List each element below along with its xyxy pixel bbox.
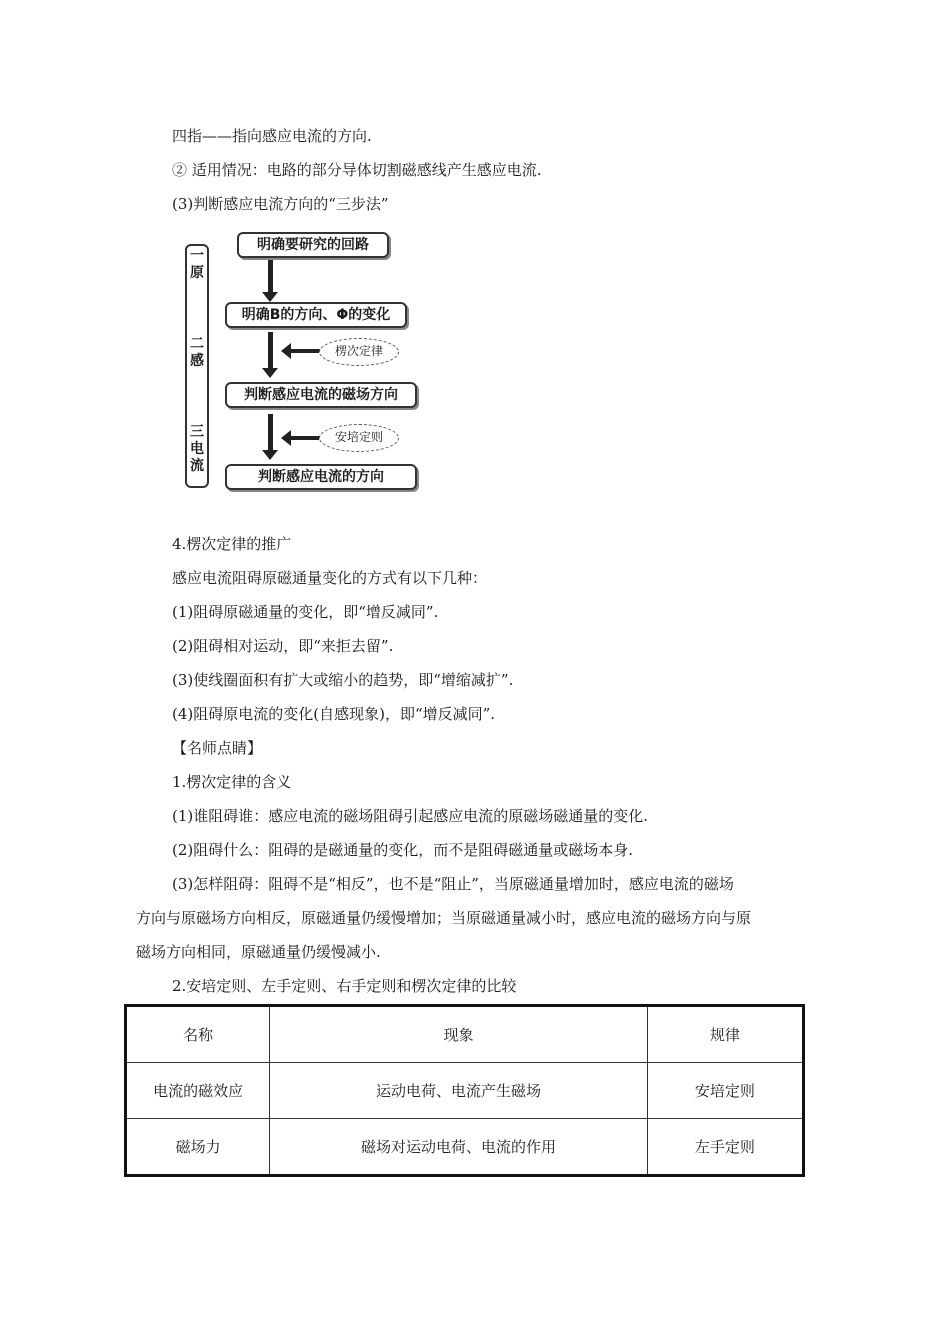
table-header-row: [126, 1006, 804, 1063]
oval-lenz-law: 楞次定律: [319, 338, 399, 366]
table-cell: 磁场力: [126, 1119, 270, 1176]
arrow-left-icon: [281, 346, 321, 356]
side-label-second: 二感: [190, 336, 204, 369]
table-cell: 磁场对运动电荷、电流的作用: [270, 1119, 647, 1176]
table-cell: 电流的磁效应: [126, 1063, 270, 1119]
arrow-down-icon: [265, 332, 275, 378]
arrow-down-icon: [265, 414, 275, 460]
comparison-table: [124, 1004, 805, 1177]
paragraph: (2)阻碍相对运动，即“来拒去留”.: [172, 637, 394, 655]
paragraph: 方向与原磁场方向相反，原磁通量仍缓慢增加；当原磁通量减小时，感应电流的磁场方向与原: [136, 909, 752, 927]
table-cell: 左手定则: [647, 1119, 803, 1176]
table-header-cell: 现象: [270, 1006, 647, 1063]
arrow-down-icon: [265, 260, 275, 302]
paragraph: 感应电流阻碍原磁通量变化的方式有以下几种：: [172, 569, 488, 587]
paragraph: (1)谁阻碍谁：感应电流的磁场阻碍引起感应电流的原磁场磁通量的变化.: [172, 807, 649, 825]
table-row: [126, 1119, 804, 1176]
step-box-circuit: 明确要研究的回路: [237, 232, 389, 258]
section-heading: 【名师点睛】: [172, 739, 263, 757]
paragraph: (3)使线圈面积有扩大或缩小的趋势，即“增缩减扩”.: [172, 671, 514, 689]
table-header-cell: 名称: [126, 1006, 270, 1063]
step-box-field-direction: 明确B的方向、Φ的变化: [225, 302, 407, 328]
three-step-flowchart: [181, 228, 421, 498]
paragraph: 磁场方向相同，原磁通量仍缓慢减小.: [136, 943, 381, 961]
table-row: [126, 1063, 804, 1119]
paragraph: (3)判断感应电流方向的“三步法”: [172, 195, 389, 213]
side-label-third: 三电流: [190, 424, 204, 474]
paragraph: ② 适用情况：电路的部分导体切割磁感线产生感应电流.: [172, 161, 542, 179]
paragraph: 1.楞次定律的含义: [172, 773, 292, 791]
paragraph: (4)阻碍原电流的变化(自感现象)，即“增反减同”.: [172, 705, 496, 723]
side-label-first: 一原: [190, 248, 204, 281]
paragraph: (3)怎样阻碍：阻碍不是“相反”，也不是“阻止”，当原磁通量增加时，感应电流的磁场: [172, 875, 734, 893]
table-cell: 运动电荷、电流产生磁场: [270, 1063, 647, 1119]
paragraph: 四指——指向感应电流的方向.: [172, 127, 372, 145]
arrow-left-icon: [281, 433, 321, 443]
table-header-cell: 规律: [647, 1006, 803, 1063]
step-box-induced-field: 判断感应电流的磁场方向: [225, 382, 417, 408]
paragraph: (2)阻碍什么：阻碍的是磁通量的变化，而不是阻碍磁通量或磁场本身.: [172, 841, 634, 859]
oval-ampere-rule: 安培定则: [319, 424, 399, 452]
step-box-current-direction: 判断感应电流的方向: [225, 464, 417, 490]
table-cell: 安培定则: [647, 1063, 803, 1119]
paragraph: 2.安培定则、左手定则、右手定则和楞次定律的比较: [172, 977, 517, 995]
paragraph: (1)阻碍原磁通量的变化，即“增反减同”.: [172, 603, 439, 621]
paragraph: 4.楞次定律的推广: [172, 535, 292, 553]
